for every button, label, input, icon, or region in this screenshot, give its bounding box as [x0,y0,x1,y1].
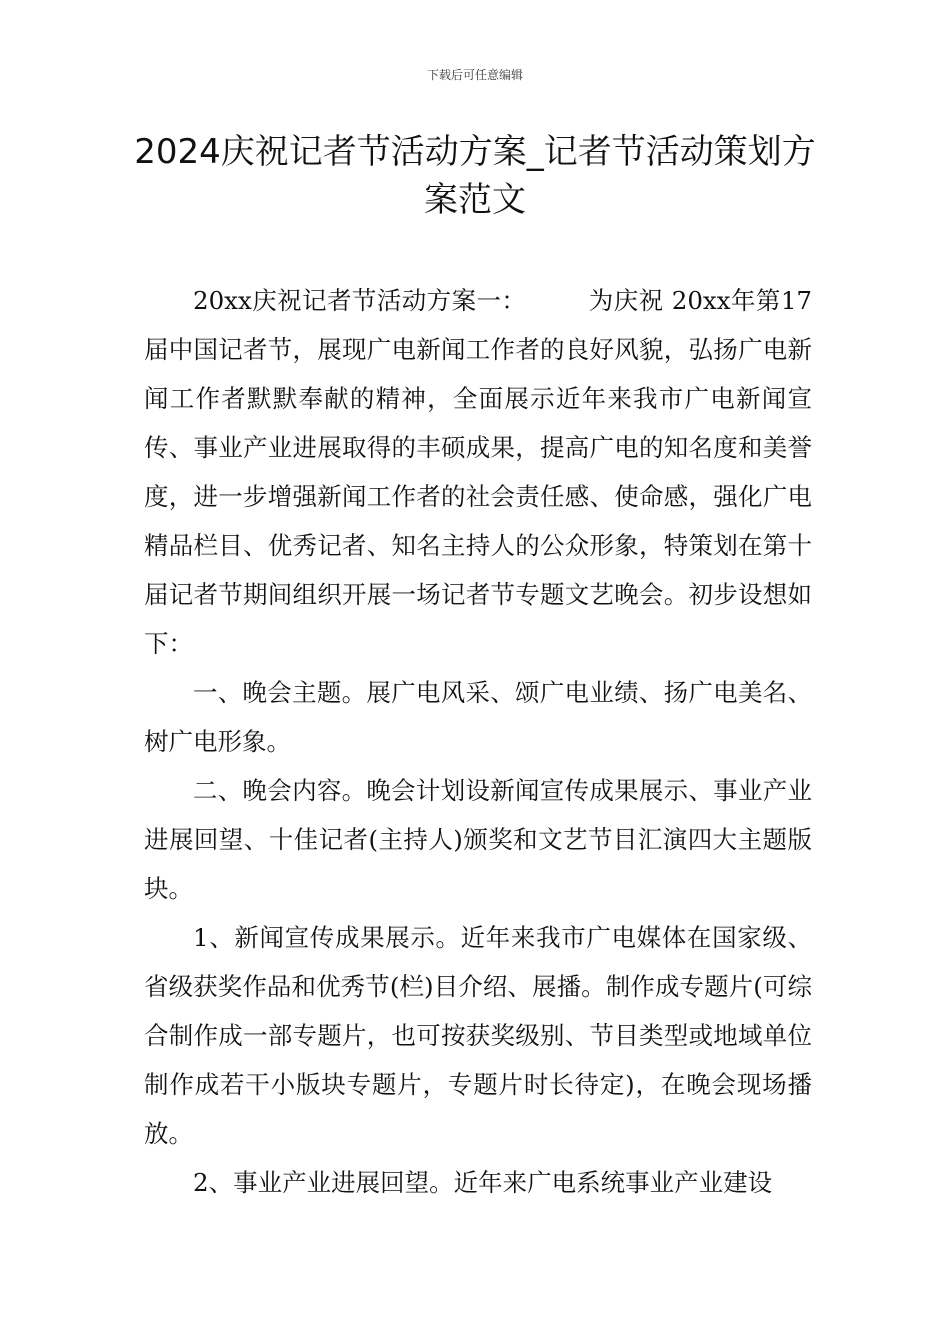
paragraph-news-showcase: 1、新闻宣传成果展示。近年来我市广电媒体在国家级、省级获奖作品和优秀节(栏)目介绍、展播。制作成专题片(可综合制作成一部专题片，也可按获奖级别、节目类型或地域单位制作成若干小版块专题片，专题片时长待定)，在晚会现场播放。 [144,923,812,1148]
paragraph-content: 二、晚会内容。晚会计划设新闻宣传成果展示、事业产业进展回望、十佳记者(主持人)颁奖和文艺节目汇演四大主题版块。 [144,776,812,903]
document-title: 2024庆祝记者节活动方案_记者节活动策划方案范文 [134,132,816,220]
paragraph-theme: 一、晚会主题。展广电风采、颂广电业绩、扬广电美名、树广电形象。 [144,678,812,756]
document-body [144,276,812,1207]
paragraph-intro [144,276,812,668]
paragraph-industry-review: 2、事业产业进展回望。近年来广电系统事业产业建设 [193,1168,773,1197]
intro-text: 为庆祝 20xx年第17届中国记者节，展现广电新闻工作者的良好风貌，弘扬广电新闻工作者默默奉献的精神，全面展示近年来我市广电新闻宣传、事业产业进展取得的丰硕成果，提高广电的知名度和美誉度，进一步增强新闻工作者的社会责任感、使命感，强化广电精品栏目、优秀记者、知名主持人的公众形象，特策划在第十届记者节期间组织开展一场记者节专题文艺晚会。初步设想如下： [144,286,812,658]
header-note: 下载后可任意编辑 [426,68,523,82]
intro-label: 20xx庆祝记者节活动方案一： [193,286,527,315]
